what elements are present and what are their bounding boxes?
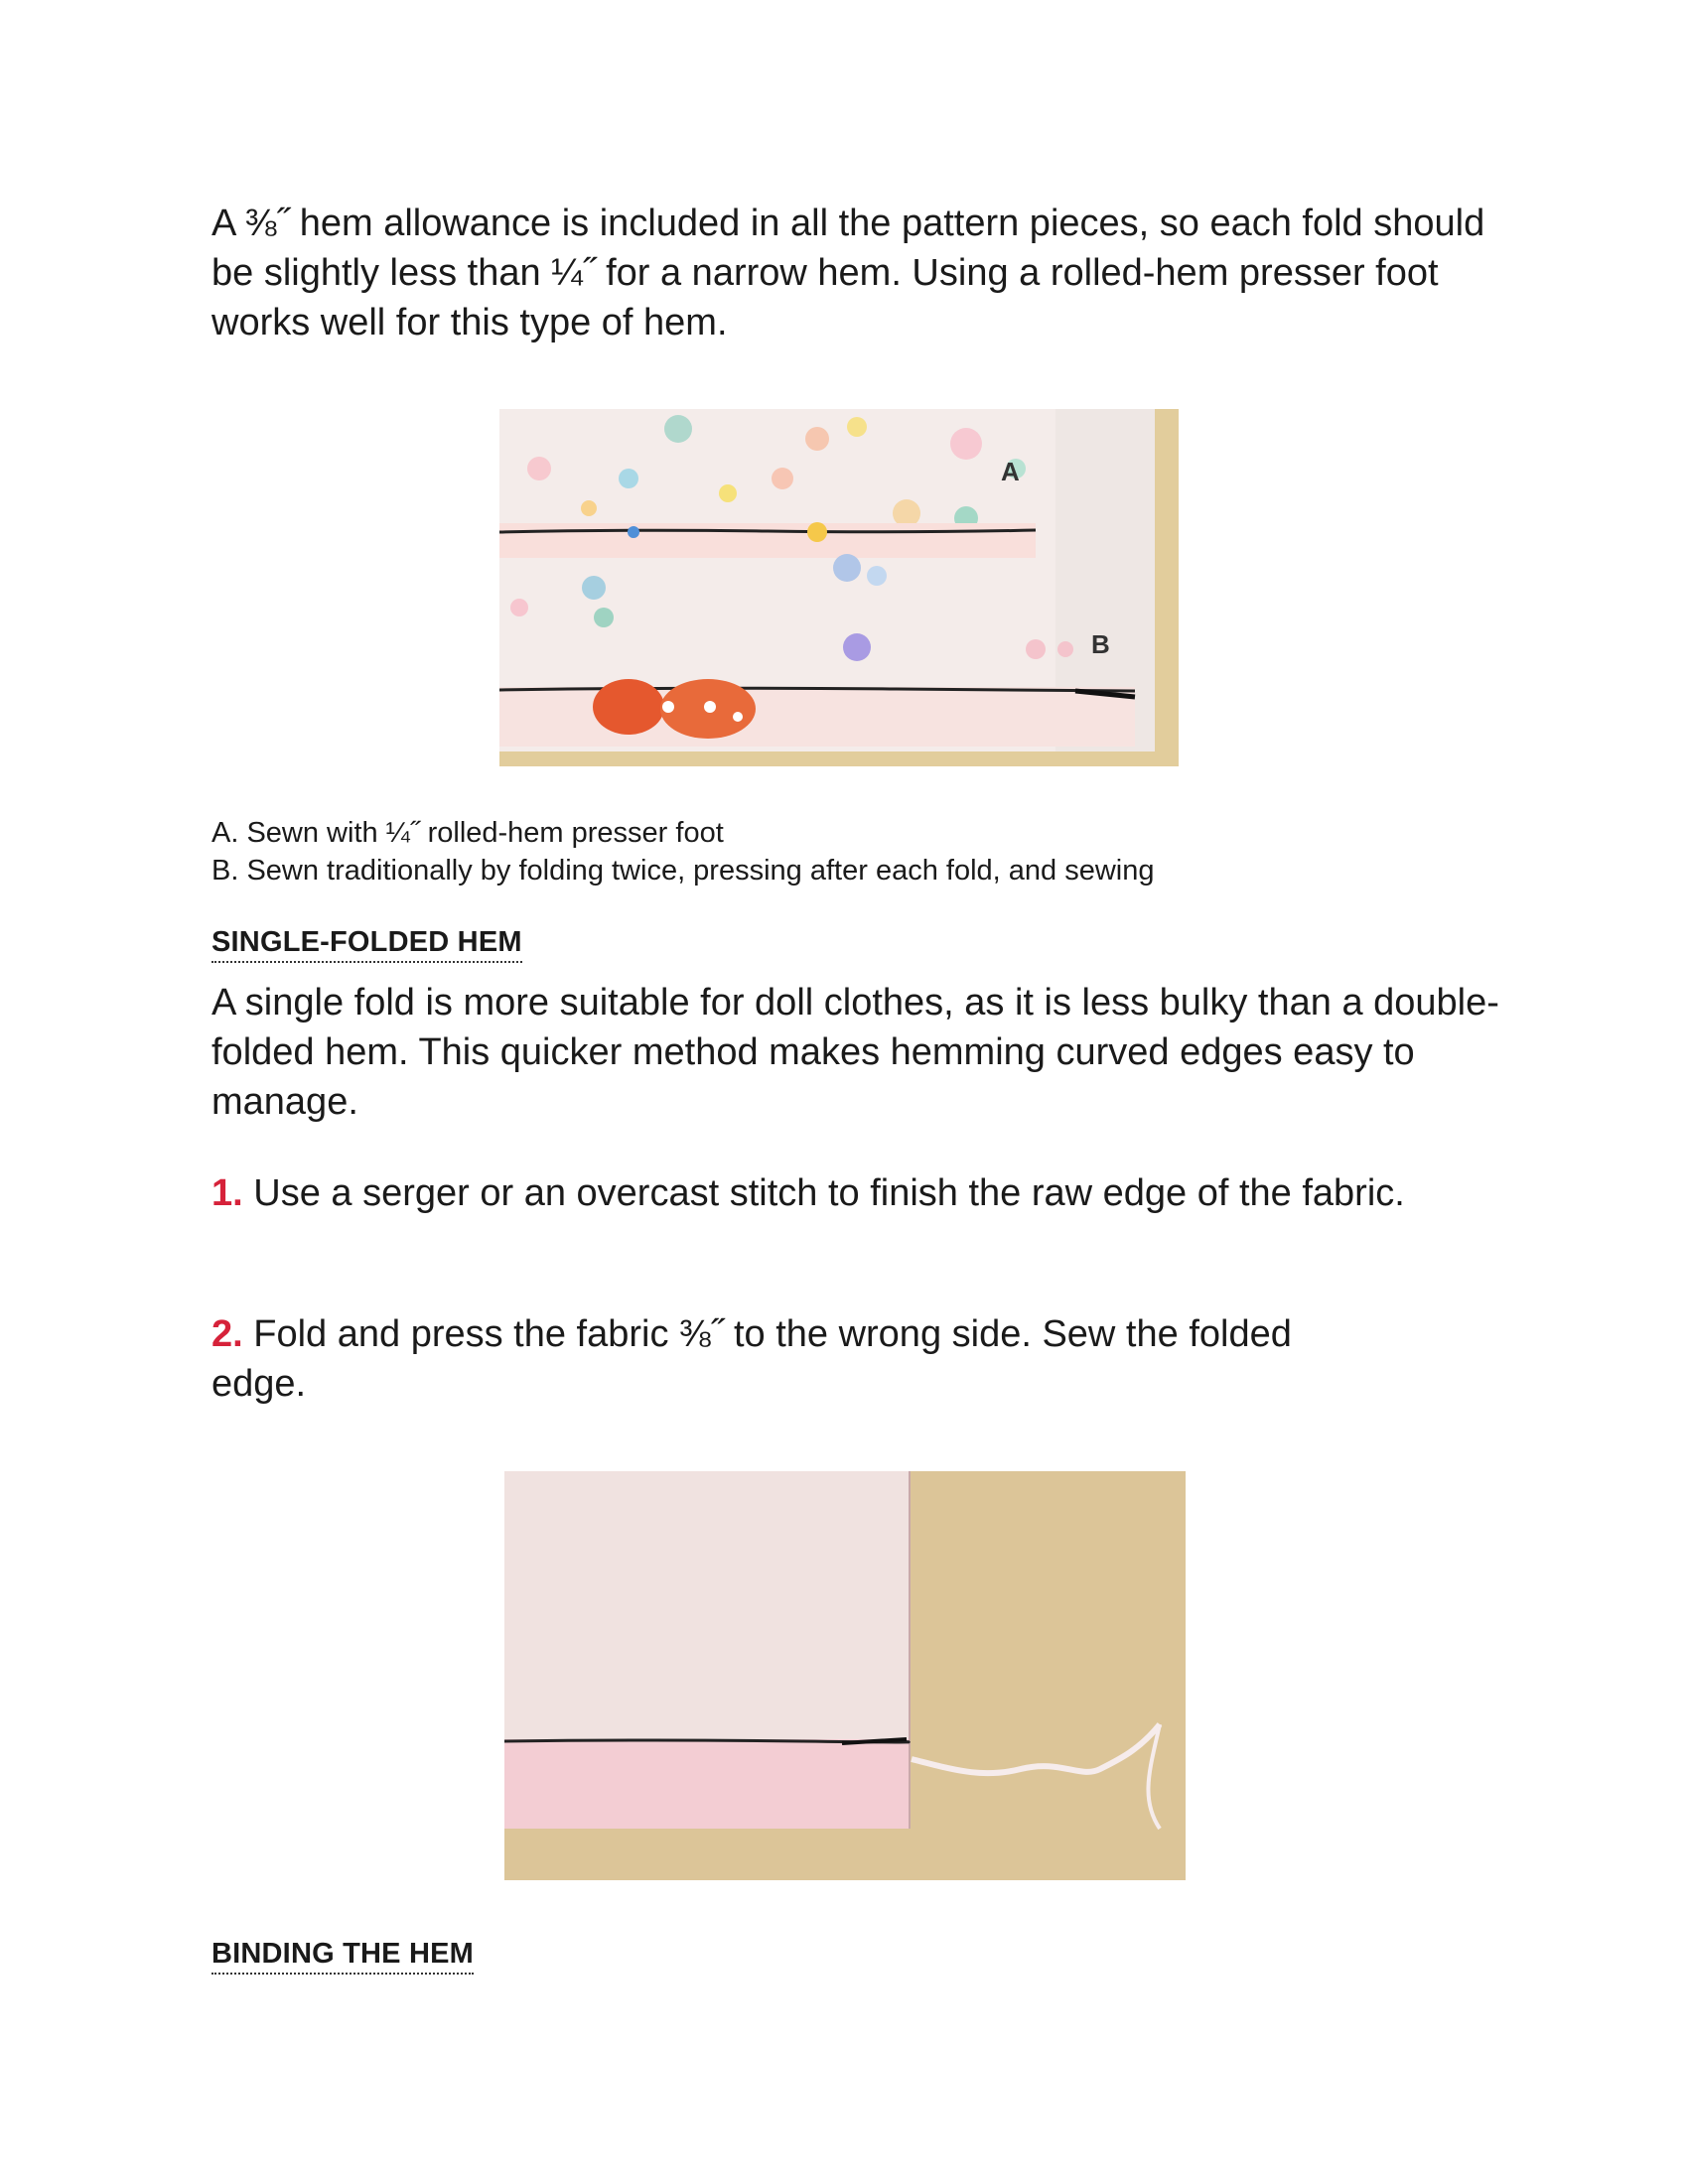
caption-b: B. Sewn traditionally by folding twice, pressing after each fold, and sewing (211, 855, 1155, 887)
caption-a: A. Sewn with ¼˝ rolled-hem presser foot (211, 817, 724, 849)
hem-comparison-photo (499, 409, 1179, 766)
step-1-text: Use a serger or an overcast stitch to finish the raw edge of the fabric. (242, 1172, 1405, 1214)
step-2-number: 2. (211, 1313, 243, 1355)
step-2-text: Fold and press the fabric ⅜˝ to the wrong side. Sew the folded edge. (211, 1313, 1292, 1405)
step-1-number: 1. (211, 1172, 243, 1214)
step-2 (211, 1309, 1304, 1409)
single-fold-hem-photo (504, 1471, 1186, 1880)
label-b: B (1091, 629, 1110, 659)
section-heading-single-folded-hem: SINGLE-FOLDED HEM (211, 926, 522, 963)
step-1 (211, 1168, 1502, 1218)
single-fold-paragraph: A single fold is more suitable for doll clothes, as it is less bulky than a double-folded hem. This quicker method makes hemming curved edges easy to manage. (211, 982, 1499, 1123)
section-heading-binding-the-hem: BINDING THE HEM (211, 1938, 474, 1975)
intro-paragraph: A ⅜˝ hem allowance is included in all the pattern pieces, so each fold should be slightly less than ¼˝ for a narrow hem. Using a rolled-hem presser foot works well for this type of hem. (211, 203, 1485, 343)
label-a: A (1001, 457, 1020, 486)
